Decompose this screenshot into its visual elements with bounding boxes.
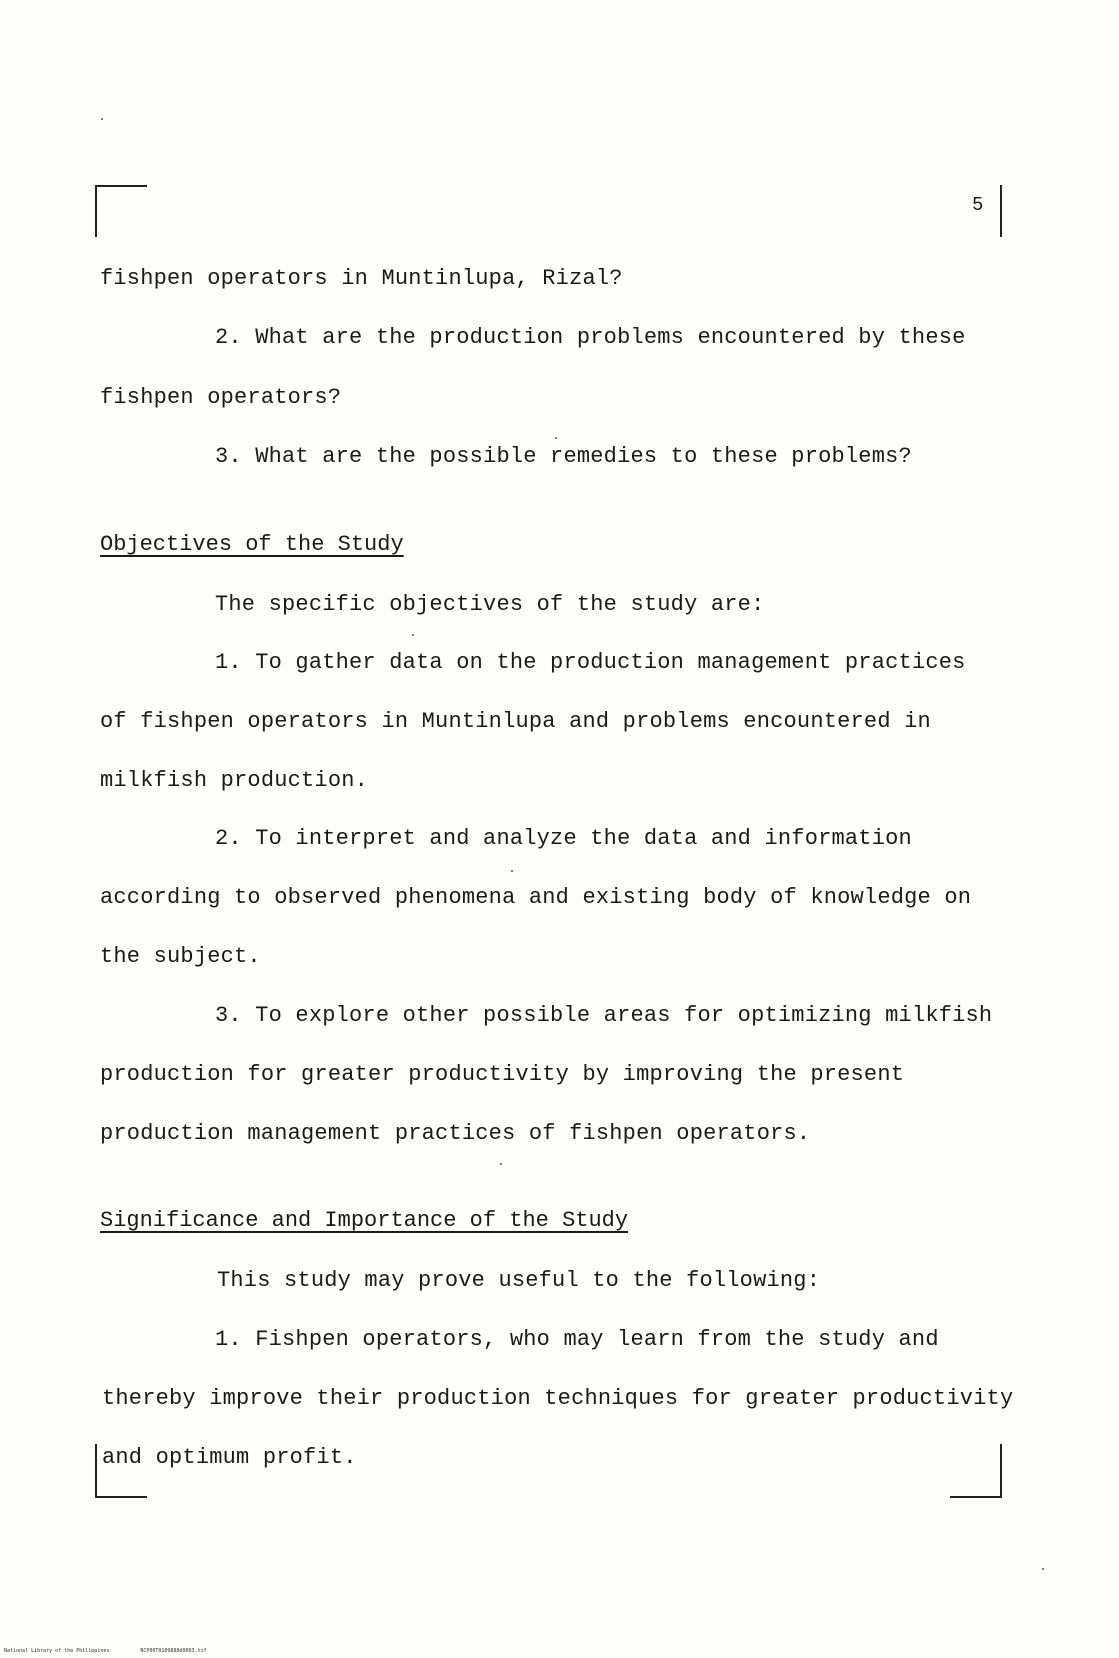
text-line: 3. To explore other possible areas for optimizing milkfish xyxy=(215,1003,993,1028)
footer-file: NCP00T0109888d0003.tif xyxy=(140,1648,207,1654)
scan-footer xyxy=(4,1648,235,1654)
text-line: milkfish production. xyxy=(100,768,369,793)
section-heading-objectives: Objectives of the Study xyxy=(100,532,404,557)
text-line: This study may prove useful to the following: xyxy=(217,1268,821,1293)
scan-speck xyxy=(1042,1568,1044,1570)
crop-mark-bottom-left xyxy=(95,1496,147,1498)
text-line: 1. To gather data on the production management practices xyxy=(215,650,966,675)
crop-mark-bottom-right-vertical xyxy=(1000,1444,1002,1498)
crop-mark-top-left xyxy=(95,185,147,187)
text-line: production for greater productivity by improving the present xyxy=(100,1062,905,1087)
scan-speck xyxy=(511,870,513,872)
scan-speck xyxy=(555,437,557,439)
crop-mark-top-left-vertical xyxy=(95,185,97,237)
text-line: according to observed phenomena and existing body of knowledge on xyxy=(100,885,972,910)
text-line: 3. What are the possible remedies to these problems? xyxy=(215,444,912,469)
text-line: thereby improve their production techniques for greater productivity xyxy=(102,1386,1014,1411)
scan-speck xyxy=(101,118,103,120)
text-line: the subject. xyxy=(100,944,261,969)
text-line: fishpen operators? xyxy=(100,385,342,410)
text-line: 1. Fishpen operators, who may learn from the study and xyxy=(215,1327,939,1352)
text-line: The specific objectives of the study are: xyxy=(215,592,765,617)
page-number: 5 xyxy=(972,194,984,216)
text-line: and optimum profit. xyxy=(102,1445,357,1470)
text-line: 2. What are the production problems encountered by these xyxy=(215,325,966,350)
text-line: production management practices of fishpen operators. xyxy=(100,1121,811,1146)
scan-speck xyxy=(500,1163,502,1165)
crop-mark-bottom-right xyxy=(950,1496,1002,1498)
crop-mark-top-right xyxy=(1000,185,1002,237)
text-line: of fishpen operators in Muntinlupa and problems encountered in xyxy=(100,709,931,734)
text-line: fishpen operators in Muntinlupa, Rizal? xyxy=(100,266,623,291)
text-line: 2. To interpret and analyze the data and information xyxy=(215,826,912,851)
scan-speck xyxy=(412,634,414,636)
crop-mark-bottom-left-vertical xyxy=(95,1444,97,1498)
section-heading-significance: Significance and Importance of the Study xyxy=(100,1208,629,1233)
footer-library: National Library of the Philippines xyxy=(4,1648,110,1654)
